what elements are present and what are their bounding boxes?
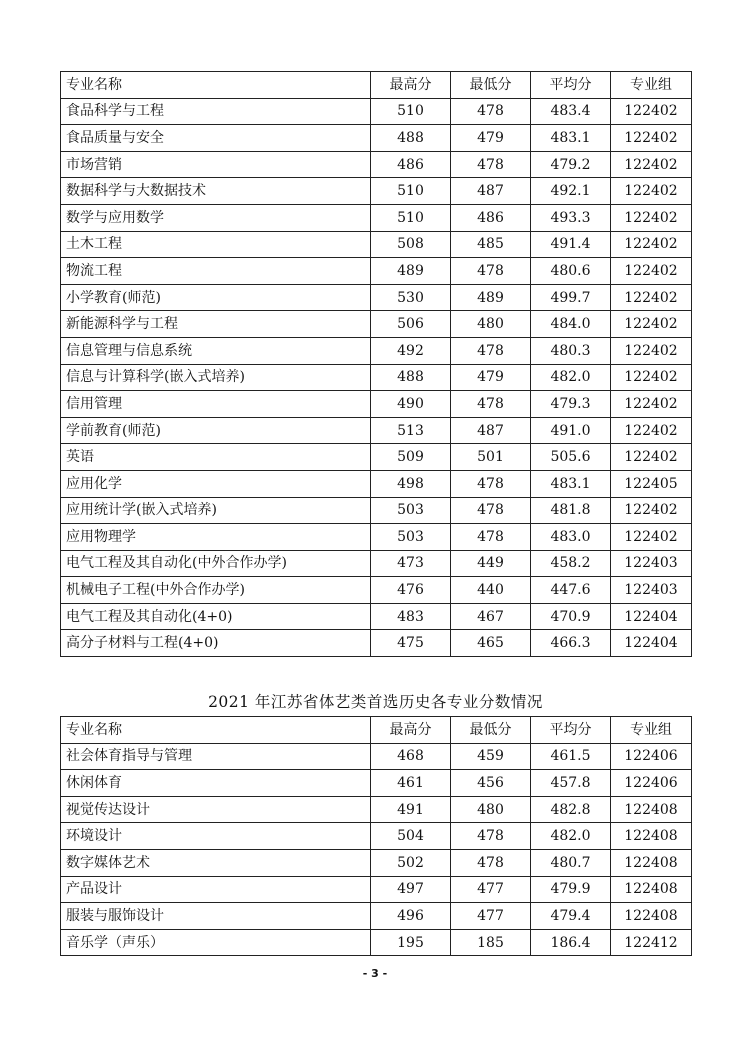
table-cell: 高分子材料与工程(4+0) <box>61 630 371 657</box>
table-cell: 457.8 <box>531 770 611 797</box>
page-number: - 3 - <box>362 967 388 980</box>
table-cell: 467 <box>451 603 531 630</box>
table-cell: 477 <box>451 876 531 903</box>
table-cell: 服装与服饰设计 <box>61 903 371 930</box>
table-cell: 478 <box>451 391 531 418</box>
table-cell: 493.3 <box>531 204 611 231</box>
table-row <box>61 577 692 604</box>
table-header-row <box>61 717 692 744</box>
table-row <box>61 743 692 770</box>
table-cell: 122402 <box>611 497 692 524</box>
table-row <box>61 796 692 823</box>
table-row <box>61 311 692 338</box>
table-cell: 479 <box>451 125 531 152</box>
table-cell: 476 <box>371 577 451 604</box>
table-cell: 479.3 <box>531 391 611 418</box>
table-row <box>61 849 692 876</box>
table-cell: 478 <box>451 823 531 850</box>
table-cell: 478 <box>451 98 531 125</box>
table-cell: 122406 <box>611 770 692 797</box>
table-cell: 510 <box>371 98 451 125</box>
table-cell: 479.2 <box>531 151 611 178</box>
table-cell: 122402 <box>611 311 692 338</box>
table-cell: 484.0 <box>531 311 611 338</box>
table-cell: 数据科学与大数据技术 <box>61 178 371 205</box>
table-row <box>61 470 692 497</box>
table-cell: 环境设计 <box>61 823 371 850</box>
table-cell: 122402 <box>611 125 692 152</box>
table-cell: 478 <box>451 258 531 285</box>
table-cell: 461 <box>371 770 451 797</box>
table-cell: 电气工程及其自动化(中外合作办学) <box>61 550 371 577</box>
column-header: 平均分 <box>531 72 611 99</box>
table-cell: 489 <box>451 284 531 311</box>
table-cell: 信息与计算科学(嵌入式培养) <box>61 364 371 391</box>
table-cell: 492.1 <box>531 178 611 205</box>
table-cell: 481.8 <box>531 497 611 524</box>
table-cell: 电气工程及其自动化(4+0) <box>61 603 371 630</box>
table-cell: 478 <box>451 470 531 497</box>
table-cell: 信息管理与信息系统 <box>61 337 371 364</box>
table-cell: 447.6 <box>531 577 611 604</box>
table-cell: 186.4 <box>531 929 611 956</box>
table-cell: 视觉传达设计 <box>61 796 371 823</box>
table-cell: 458.2 <box>531 550 611 577</box>
table-cell: 504 <box>371 823 451 850</box>
column-header: 专业组 <box>611 717 692 744</box>
table-cell: 122408 <box>611 823 692 850</box>
table-cell: 503 <box>371 497 451 524</box>
column-header: 最低分 <box>451 717 531 744</box>
table-cell: 122402 <box>611 444 692 471</box>
column-header: 专业组 <box>611 72 692 99</box>
table-cell: 122402 <box>611 284 692 311</box>
table-cell: 483.1 <box>531 470 611 497</box>
table-cell: 479.4 <box>531 903 611 930</box>
table-row <box>61 98 692 125</box>
table-cell: 食品科学与工程 <box>61 98 371 125</box>
table-cell: 机械电子工程(中外合作办学) <box>61 577 371 604</box>
table-cell: 492 <box>371 337 451 364</box>
table-cell: 485 <box>451 231 531 258</box>
table-cell: 483 <box>371 603 451 630</box>
table-cell: 478 <box>451 151 531 178</box>
table-cell: 音乐学（声乐） <box>61 929 371 956</box>
table-cell: 487 <box>451 178 531 205</box>
table-cell: 122402 <box>611 178 692 205</box>
table-cell: 产品设计 <box>61 876 371 903</box>
table-cell: 122404 <box>611 630 692 657</box>
table-cell: 490 <box>371 391 451 418</box>
table-cell: 530 <box>371 284 451 311</box>
table-cell: 491 <box>371 796 451 823</box>
table-cell: 185 <box>451 929 531 956</box>
table-cell: 122412 <box>611 929 692 956</box>
table-row <box>61 231 692 258</box>
table-cell: 新能源科学与工程 <box>61 311 371 338</box>
table-cell: 509 <box>371 444 451 471</box>
table-cell: 122408 <box>611 876 692 903</box>
table-cell: 510 <box>371 178 451 205</box>
table-cell: 122405 <box>611 470 692 497</box>
table-cell: 122402 <box>611 364 692 391</box>
table-row <box>61 284 692 311</box>
table-cell: 483.4 <box>531 98 611 125</box>
table-cell: 483.1 <box>531 125 611 152</box>
table-cell: 486 <box>371 151 451 178</box>
table-row <box>61 417 692 444</box>
table-cell: 479 <box>451 364 531 391</box>
table-row <box>61 125 692 152</box>
table-row <box>61 444 692 471</box>
column-header: 最高分 <box>371 72 451 99</box>
table-cell: 122402 <box>611 98 692 125</box>
table-cell: 小学教育(师范) <box>61 284 371 311</box>
table-row <box>61 204 692 231</box>
table-cell: 482.8 <box>531 796 611 823</box>
table-row <box>61 770 692 797</box>
table-cell: 468 <box>371 743 451 770</box>
table-cell: 122403 <box>611 550 692 577</box>
table-cell: 食品质量与安全 <box>61 125 371 152</box>
scores-table-main <box>60 71 692 657</box>
table-cell: 480.3 <box>531 337 611 364</box>
table-row <box>61 603 692 630</box>
table-cell: 478 <box>451 524 531 551</box>
table-row <box>61 876 692 903</box>
table-cell: 477 <box>451 903 531 930</box>
table-cell: 508 <box>371 231 451 258</box>
table-header-row <box>61 72 692 99</box>
table-cell: 483.0 <box>531 524 611 551</box>
table-cell: 475 <box>371 630 451 657</box>
table-row <box>61 337 692 364</box>
table-cell: 491.4 <box>531 231 611 258</box>
table-cell: 480.7 <box>531 849 611 876</box>
table-cell: 497 <box>371 876 451 903</box>
table-cell: 物流工程 <box>61 258 371 285</box>
table-cell: 488 <box>371 125 451 152</box>
table-cell: 122402 <box>611 417 692 444</box>
table-cell: 480 <box>451 311 531 338</box>
column-header: 专业名称 <box>61 717 371 744</box>
table-cell: 502 <box>371 849 451 876</box>
table-cell: 数字媒体艺术 <box>61 849 371 876</box>
column-header: 平均分 <box>531 717 611 744</box>
table-cell: 122408 <box>611 849 692 876</box>
table-cell: 510 <box>371 204 451 231</box>
table-cell: 市场营销 <box>61 151 371 178</box>
table-cell: 465 <box>451 630 531 657</box>
table-row <box>61 258 692 285</box>
table-cell: 478 <box>451 849 531 876</box>
table-cell: 479.9 <box>531 876 611 903</box>
table-row <box>61 929 692 956</box>
table-cell: 459 <box>451 743 531 770</box>
table-cell: 486 <box>451 204 531 231</box>
table-cell: 499.7 <box>531 284 611 311</box>
table-cell: 489 <box>371 258 451 285</box>
column-header: 最低分 <box>451 72 531 99</box>
table-cell: 482.0 <box>531 364 611 391</box>
table-cell: 456 <box>451 770 531 797</box>
table-cell: 496 <box>371 903 451 930</box>
table-cell: 505.6 <box>531 444 611 471</box>
table-cell: 土木工程 <box>61 231 371 258</box>
table-cell: 498 <box>371 470 451 497</box>
table-cell: 122406 <box>611 743 692 770</box>
table-cell: 501 <box>451 444 531 471</box>
table-cell: 449 <box>451 550 531 577</box>
table-cell: 122404 <box>611 603 692 630</box>
table-row <box>61 630 692 657</box>
table-row <box>61 364 692 391</box>
table-cell: 491.0 <box>531 417 611 444</box>
table-cell: 478 <box>451 337 531 364</box>
table-cell: 122403 <box>611 577 692 604</box>
table-cell: 466.3 <box>531 630 611 657</box>
section-title: 2021 年江苏省体艺类首选历史各专业分数情况 <box>208 693 543 711</box>
table-row <box>61 497 692 524</box>
column-header: 最高分 <box>371 717 451 744</box>
table-cell: 122402 <box>611 524 692 551</box>
table-cell: 473 <box>371 550 451 577</box>
table-row <box>61 151 692 178</box>
table-cell: 122408 <box>611 796 692 823</box>
table-row <box>61 178 692 205</box>
table-cell: 122402 <box>611 391 692 418</box>
table-cell: 社会体育指导与管理 <box>61 743 371 770</box>
scores-table-arts-history <box>60 716 692 956</box>
table-cell: 482.0 <box>531 823 611 850</box>
table-cell: 195 <box>371 929 451 956</box>
table-cell: 461.5 <box>531 743 611 770</box>
table-cell: 数学与应用数学 <box>61 204 371 231</box>
table-row <box>61 823 692 850</box>
table-cell: 480 <box>451 796 531 823</box>
table-cell: 122402 <box>611 231 692 258</box>
table-cell: 休闲体育 <box>61 770 371 797</box>
table-cell: 480.6 <box>531 258 611 285</box>
table-cell: 学前教育(师范) <box>61 417 371 444</box>
table-cell: 122402 <box>611 258 692 285</box>
table-cell: 487 <box>451 417 531 444</box>
table-cell: 122408 <box>611 903 692 930</box>
table-cell: 503 <box>371 524 451 551</box>
table-row <box>61 903 692 930</box>
table-cell: 470.9 <box>531 603 611 630</box>
table-cell: 英语 <box>61 444 371 471</box>
table-cell: 信用管理 <box>61 391 371 418</box>
table-row <box>61 391 692 418</box>
table-cell: 应用统计学(嵌入式培养) <box>61 497 371 524</box>
table-cell: 506 <box>371 311 451 338</box>
table-cell: 478 <box>451 497 531 524</box>
table-row <box>61 524 692 551</box>
table-cell: 122402 <box>611 204 692 231</box>
table-cell: 应用物理学 <box>61 524 371 551</box>
table-cell: 122402 <box>611 151 692 178</box>
table-cell: 488 <box>371 364 451 391</box>
table-cell: 应用化学 <box>61 470 371 497</box>
table-row <box>61 550 692 577</box>
table-cell: 440 <box>451 577 531 604</box>
table-cell: 122402 <box>611 337 692 364</box>
table-cell: 513 <box>371 417 451 444</box>
column-header: 专业名称 <box>61 72 371 99</box>
